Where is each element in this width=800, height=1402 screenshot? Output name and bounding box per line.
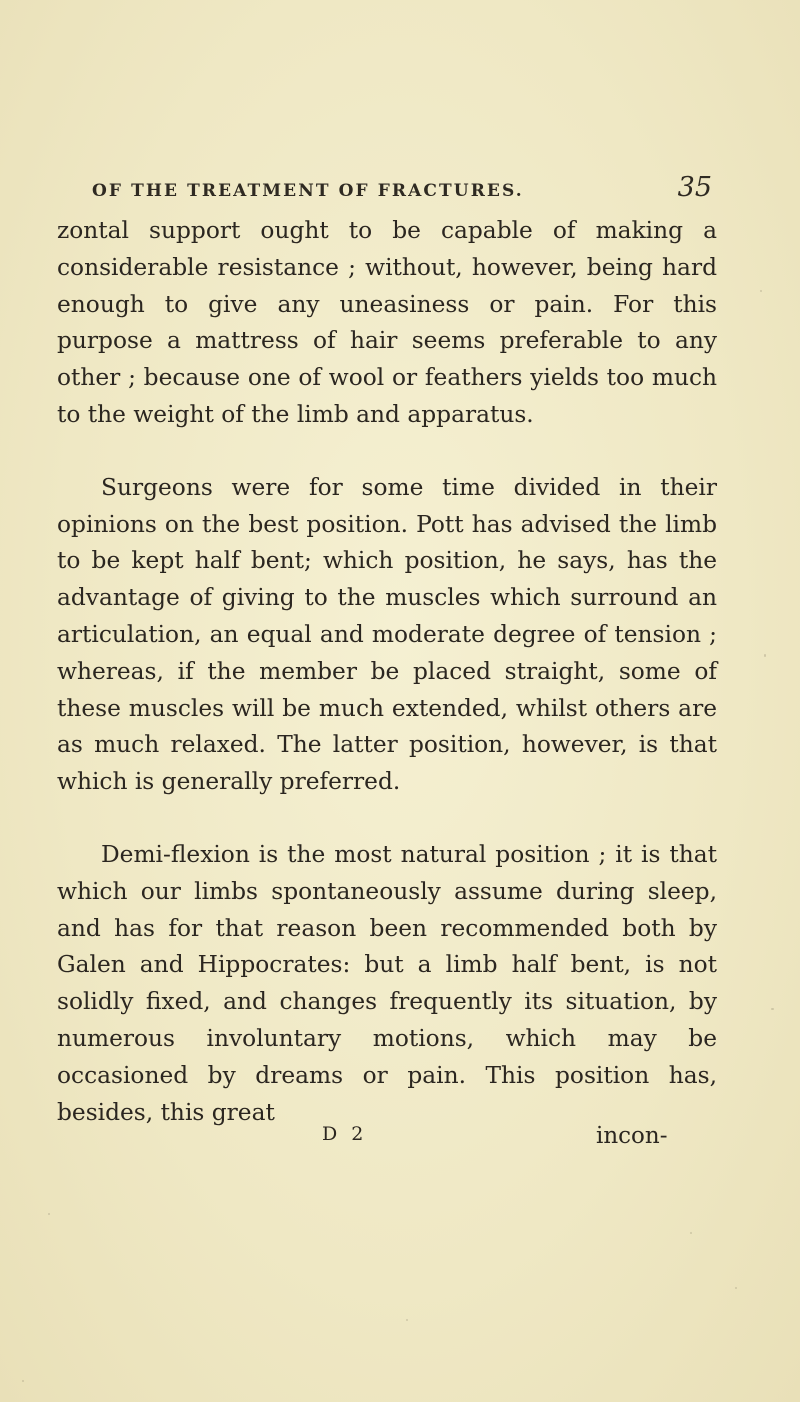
paper-speck (690, 1232, 692, 1234)
paper-speck (48, 1213, 50, 1215)
paper-speck (764, 654, 766, 657)
catchword: incon- (596, 1123, 668, 1149)
paper-speck (22, 1380, 24, 1382)
running-head (92, 172, 712, 202)
paper-speck (771, 1008, 774, 1010)
page-footer (0, 1123, 800, 1157)
paragraph-1: zontal support ought to be capable of making a considerable resistance ; without, however, being hard enough to give any uneasiness or pain. For this purpose a mattress of hair seems preferable to any other ; because one of wool or feathers yields too much to the weight of the limb and apparatus. (57, 217, 717, 428)
running-title: OF THE TREATMENT OF FRACTURES. (92, 181, 524, 201)
paragraph-3: Demi-flexion is the most natural position ; it is that which our limbs spontaneously assume during sleep, and has for that reason been recommended both by Galen and Hippocrates: but a limb half bent, is not solidly fixed, and changes frequently its situation, by numerous involuntary motions, which may be occasioned by dreams or pain. This position has, besides, this great (57, 840, 717, 1126)
paper-speck (760, 290, 762, 292)
paragraph-2: Surgeons were for some time divided in their opinions on the best position. Pott has advised the limb to be kept half bent; which position, he says, has the advantage of giving to the muscles which surround an articulation, an equal and moderate degree of tension ; whereas, if the member be placed straight, some of these muscles will be much extended, whilst others are as much relaxed. The latter position, however, is that which is generally preferred. (57, 473, 717, 796)
paper-speck (735, 1287, 737, 1289)
signature-mark: D 2 (322, 1123, 368, 1145)
body-text (57, 213, 717, 1131)
paper-speck (406, 1319, 408, 1321)
page-number: 35 (677, 172, 712, 203)
